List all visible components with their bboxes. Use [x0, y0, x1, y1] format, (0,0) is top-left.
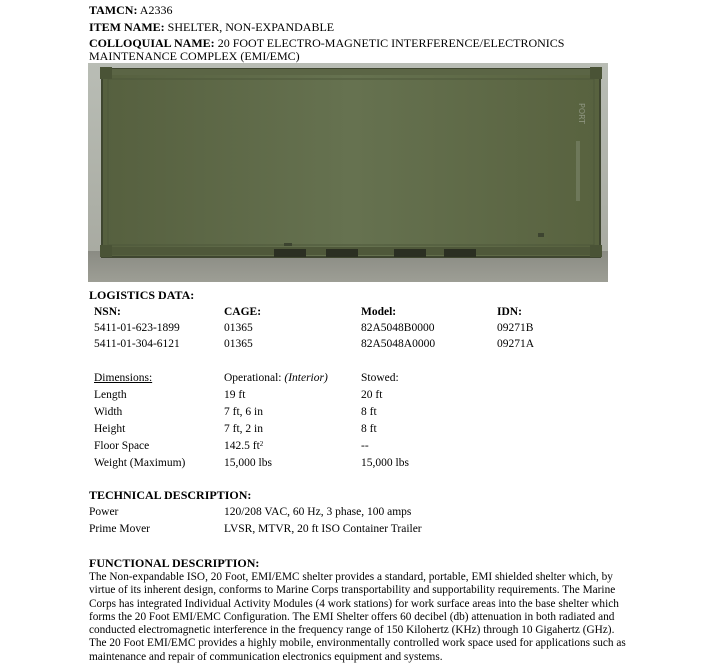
- technical-title: TECHNICAL DESCRIPTION:: [89, 488, 252, 502]
- floor-space-value: 142.5 ft: [224, 440, 260, 452]
- item-name-value: SHELTER, NON-EXPANDABLE: [167, 20, 335, 34]
- dim-operational-width: 7 ft, 6 in: [224, 406, 263, 418]
- tech-label-prime-mover: Prime Mover: [89, 523, 151, 535]
- logistics-model-2: 82A5048A0000: [361, 338, 436, 350]
- dim-stowed-height: 8 ft: [361, 423, 377, 435]
- colloquial-name-continuation: MAINTENANCE COMPLEX (EMI/EMC): [89, 49, 300, 63]
- tamcn-line: [89, 3, 172, 17]
- col-header-idn: IDN:: [497, 306, 522, 318]
- tech-label-power: Power: [89, 506, 119, 518]
- dim-stowed-width: 8 ft: [361, 406, 377, 418]
- stowed-header: Stowed:: [361, 372, 399, 384]
- item-name-line: [89, 20, 334, 34]
- dim-stowed-weight: 15,000 lbs: [361, 457, 409, 469]
- tamcn-value: A2336: [139, 3, 173, 17]
- dim-label-height: Height: [94, 423, 126, 435]
- dim-operational-height: 7 ft, 2 in: [224, 423, 263, 435]
- logistics-title: LOGISTICS DATA:: [89, 288, 195, 302]
- dim-label-length: Length: [94, 389, 127, 401]
- logistics-nsn-1: 5411-01-623-1899: [94, 322, 180, 334]
- logistics-idn-2: 09271A: [497, 338, 535, 350]
- colloquial-name-value: 20 FOOT ELECTRO-MAGNETIC INTERFERENCE/ELECTRONICS: [217, 36, 565, 50]
- col-header-model: Model:: [361, 306, 397, 318]
- tamcn-label: TAMCN:: [89, 3, 138, 17]
- dim-label-weight: Weight (Maximum): [94, 457, 186, 469]
- item-name-label: ITEM NAME:: [89, 20, 165, 34]
- colloquial-name-label: COLLOQUIAL NAME:: [89, 36, 215, 50]
- floor-space-exponent: 2: [259, 440, 264, 448]
- functional-title: FUNCTIONAL DESCRIPTION:: [89, 556, 260, 570]
- operational-header: [224, 371, 328, 385]
- dim-operational-length: 19 ft: [224, 389, 246, 401]
- dim-operational-weight: 15,000 lbs: [224, 457, 272, 469]
- logistics-cage-2: 01365: [224, 338, 253, 350]
- logistics-idn-1: 09271B: [497, 322, 534, 334]
- colloquial-name-line: [89, 36, 564, 50]
- dim-label-floor-space: Floor Space: [94, 440, 150, 452]
- logistics-model-1: 82A5048B0000: [361, 322, 435, 334]
- col-header-nsn: NSN:: [94, 306, 121, 318]
- tech-value-prime-mover: LVSR, MTVR, 20 ft ISO Container Trailer: [224, 523, 422, 535]
- dim-label-width: Width: [94, 406, 123, 418]
- dim-operational-floor-space: [224, 439, 263, 453]
- dim-stowed-length: 20 ft: [361, 389, 383, 401]
- operational-label: Operational:: [224, 372, 282, 384]
- logistics-nsn-2: 5411-01-304-6121: [94, 338, 180, 350]
- shelter-marking: PORT: [577, 103, 586, 124]
- dimensions-title: Dimensions:: [94, 372, 153, 384]
- tech-value-power: 120/208 VAC, 60 Hz, 3 phase, 100 amps: [224, 506, 412, 518]
- col-header-cage: CAGE:: [224, 306, 262, 318]
- dim-stowed-floor-space: --: [361, 440, 369, 452]
- operational-qualifier: (Interior): [284, 372, 328, 384]
- logistics-cage-1: 01365: [224, 322, 253, 334]
- shelter-photo: [88, 63, 608, 282]
- functional-description-text: The Non-expandable ISO, 20 Foot, EMI/EMC shelter provides a standard, portable, EMI shielded shelter which, by virtue of its inherent design, conforms to Marine Corps transportability and supportability requirements. The Marine Corps has integrated Individual Activity Modules (4 work stations) for work surface areas into the base shelter which forms the 20 Foot EMI/EMC Configuration. The EMI Shelter offers 60 decibel (db) attenuation in both radiated and conducted electromagnetic interference in the frequency range of 150 Kilohertz (KHz) through 10 Gigahertz (GHz). The 20 Foot EMI/EMC provides a highly mobile, environmentally controlled work space used for applications such as maintenance and repair of communication electronics equipment and systems.: [89, 571, 626, 663]
